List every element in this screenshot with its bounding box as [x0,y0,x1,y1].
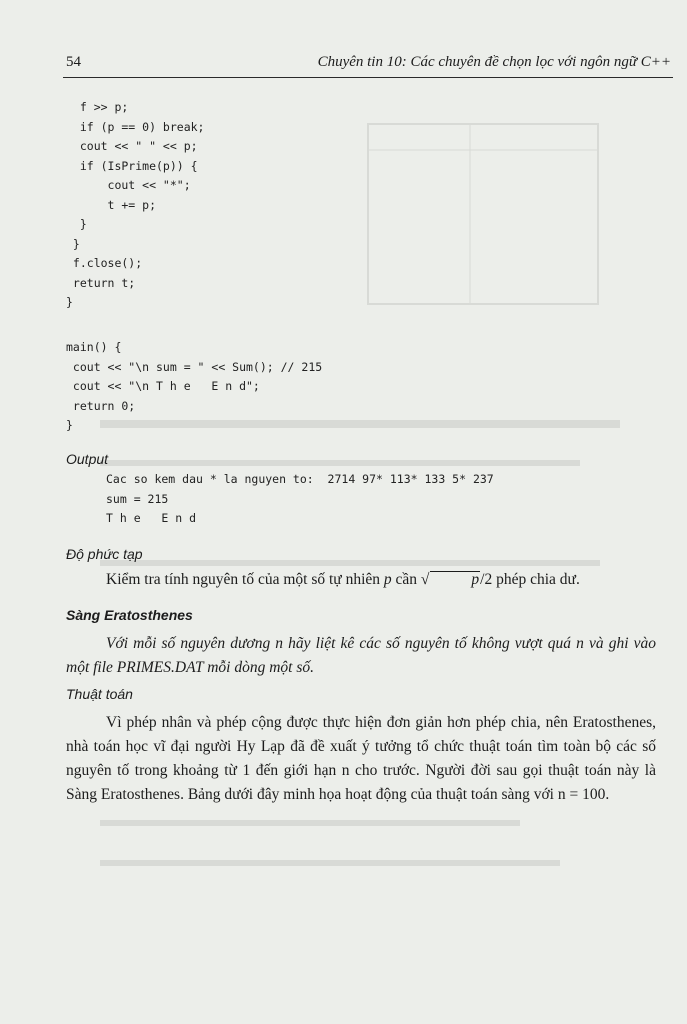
sieve-heading: Sàng Eratosthenes [66,607,193,623]
complexity-text: Kiểm tra tính nguyên tố của một số tự nhiên p cần √ p/2 phép chia dư. [106,571,580,588]
sqrt-symbol: √ [420,571,430,588]
page-number: 54 [66,54,81,70]
algorithm-heading: Thuật toán [66,686,133,702]
code-snippet-loop: f >> p; if (p == 0) break; cout << " " << p; if (IsPrime(p)) { cout << "*"; t += p; } } f.close(); return t; } [66,100,205,309]
running-title: Chuyên tin 10: Các chuyên đề chọn lọc với ngôn ngữ C++ [317,54,671,70]
output-heading: Output [66,451,109,467]
complexity-heading: Độ phức tạp [66,546,143,562]
output-listing: Cac so kem dau * la nguyen to: 2714 97* 113* 133 5* 237 sum = 215 T h e E n d [106,472,494,525]
code-snippet-main: main() { cout << "\n sum = " << Sum(); // 215 cout << "\n T h e E n d"; return 0; } [66,340,323,432]
header-rule [63,77,673,78]
sqrt-argument: p [430,571,480,587]
variable-p: p [383,571,392,588]
sieve-problem-statement: Với mỗi số nguyên dương n hãy liệt kê các số nguyên tố không vượt quá n và ghi vào một file PRIMES.DAT mỗi dòng một số. [66,635,656,676]
algorithm-paragraph: Vì phép nhân và phép cộng được thực hiện đơn giản hơn phép chia, nên Eratosthenes, nhà toán học vĩ đại người Hy Lạp đã đề xuất ý tưởng tổ chức thuật toán tìm toàn bộ các số nguyên tố trong khoảng từ 1 đến giới hạn n cho trước. Người đời sau gọi thuật toán này là Sàng Eratosthenes. Bảng dưới đây minh họa hoạt động của thuật toán sàng với n = 100. [66,714,656,803]
